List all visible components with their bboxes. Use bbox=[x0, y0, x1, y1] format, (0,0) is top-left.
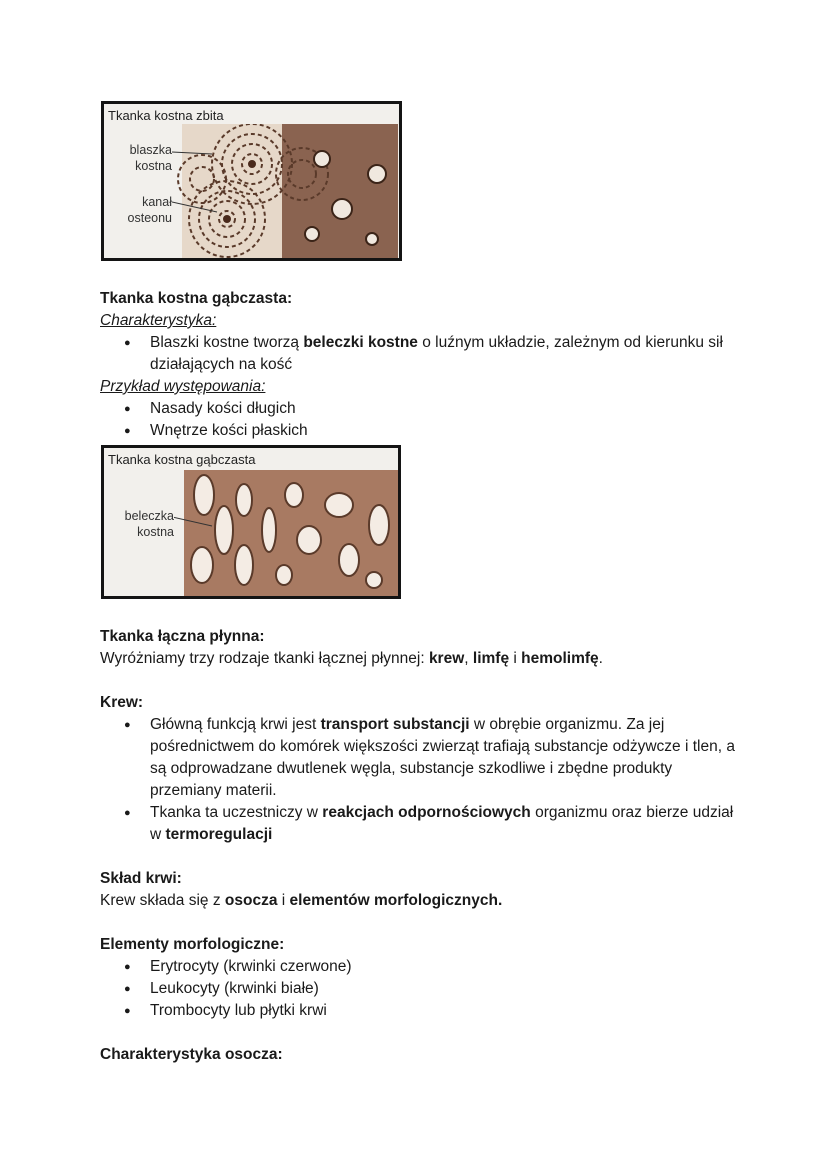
list-item: ● Tkanka ta uczestniczy w reakcjach odpornościowych organizmu oraz bierze udział w termoregulacji bbox=[100, 802, 740, 846]
list-item: ● Nasady kości długich bbox=[100, 398, 740, 420]
figure-label-trabecula: beleczka kostna bbox=[124, 509, 174, 539]
morphological-elements-list bbox=[100, 956, 740, 1022]
list-item: ● Wnętrze kości płaskich bbox=[100, 420, 740, 442]
compact-bone-illustration bbox=[172, 124, 398, 258]
figure-label-canal: kanał osteonu bbox=[127, 195, 172, 225]
compact-bone-figure bbox=[101, 101, 402, 261]
spongy-bone-illustration bbox=[174, 470, 398, 596]
heading-plasma: Charakterystyka osocza: bbox=[100, 1046, 283, 1063]
list-item: ● Blaszki kostne tworzą beleczki kostne o luźnym układzie, zależnym od kierunku sił działających na kość bbox=[100, 332, 740, 376]
spongy-characteristics-list bbox=[100, 332, 740, 376]
heading-blood-composition: Skład krwi: bbox=[100, 870, 182, 887]
figure-label-lamella: blaszka kostna bbox=[129, 143, 172, 173]
blood-list bbox=[100, 714, 740, 846]
heading-spongy-bone: Tkanka kostna gąbczasta: bbox=[100, 290, 293, 307]
label-characteristics: Charakterystyka: bbox=[100, 312, 217, 329]
spongy-occurrence-list bbox=[100, 398, 740, 442]
spongy-bone-figure bbox=[101, 445, 401, 599]
list-item: ● Trombocyty lub płytki krwi bbox=[100, 1000, 740, 1022]
blood-composition-text: Krew składa się z osocza i elementów morfologicznych. bbox=[100, 892, 503, 909]
heading-fluid-tissue: Tkanka łączna płynna: bbox=[100, 628, 265, 645]
figure-title: Tkanka kostna gąbczasta bbox=[108, 452, 256, 467]
heading-morphological-elements: Elementy morfologiczne: bbox=[100, 936, 285, 953]
heading-blood: Krew: bbox=[100, 694, 144, 711]
list-item: ● Leukocyty (krwinki białe) bbox=[100, 978, 740, 1000]
list-item: ● Główną funkcją krwi jest transport substancji w obrębie organizmu. Za jej pośrednictwem do komórek większości zwierząt trafiają substancje odżywcze i tlen, a są odprowadzane dwutlenek węgla, substancje szkodliwe i zbędne produkty przemiany materii. bbox=[100, 714, 740, 802]
label-occurrence: Przykład występowania: bbox=[100, 378, 266, 395]
list-item: ● Erytrocyty (krwinki czerwone) bbox=[100, 956, 740, 978]
fluid-tissue-intro: Wyróżniamy trzy rodzaje tkanki łącznej płynnej: krew, limfę i hemolimfę. bbox=[100, 650, 603, 667]
figure-title: Tkanka kostna zbita bbox=[108, 108, 224, 123]
